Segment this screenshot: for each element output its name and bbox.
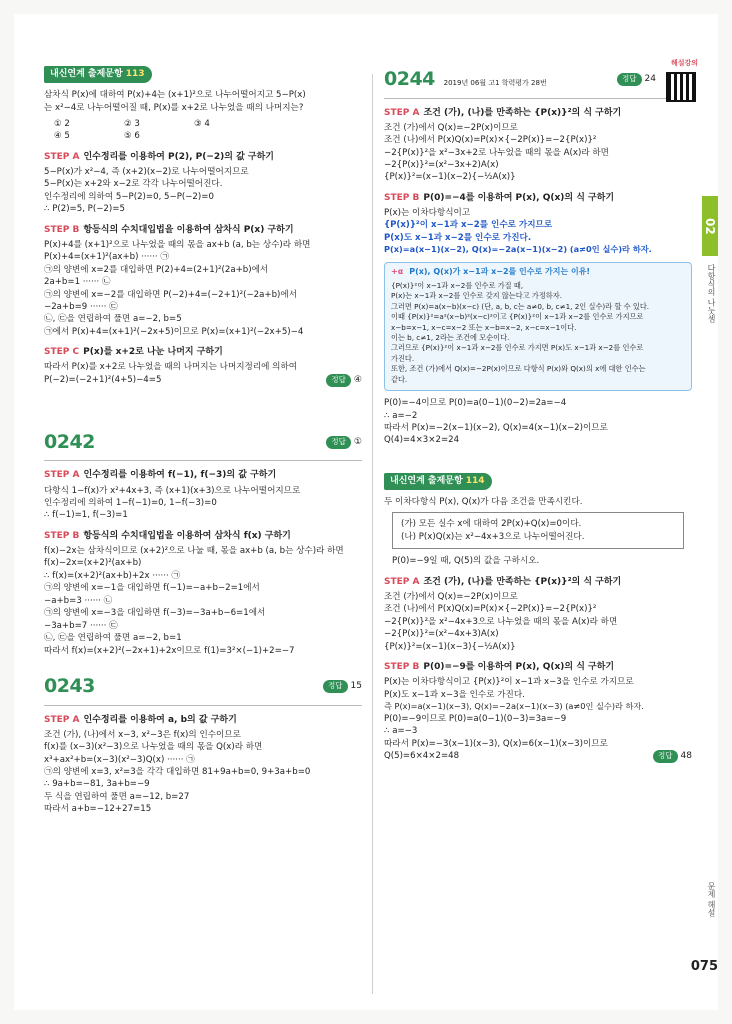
answer-badge: 정답 bbox=[653, 750, 678, 763]
solution-line: ㉠의 양변에 x=−3을 대입하면 f(−3)=−3a+b−6=1에서 bbox=[44, 608, 266, 619]
solution-line: ㉠의 양변에 x=−1을 대입하면 f(−1)=−a+b−2=1에서 bbox=[44, 583, 260, 594]
note-line: 같다. bbox=[391, 374, 408, 384]
solution-line: P(x)도 x−1과 x−2를 인수로 가진다. bbox=[384, 232, 532, 243]
solution-line: {P(x)}²=(x−1)(x−3){−½A(x)} bbox=[384, 641, 516, 652]
solution-line: f(x)를 (x−3)(x²−3)으로 나누었을 때의 몫을 Q(x)라 하면 bbox=[44, 742, 263, 753]
choice[interactable]: ① 2 bbox=[54, 118, 70, 129]
answer: 정답 ④ bbox=[326, 374, 362, 387]
condition-box bbox=[392, 512, 684, 549]
note-line: 이는 b, c≠1, 2라는 조건에 모순이다. bbox=[391, 332, 510, 342]
step-b-heading: STEP B 항등식의 수치대입법을 이용하여 삼차식 f(x) 구하기 bbox=[44, 530, 291, 541]
note-line: {P(x)}²이 x−1과 x−2를 인수로 가질 때, bbox=[391, 280, 524, 290]
final-row bbox=[384, 750, 692, 763]
solution-line: P(−2)=(−2+1)²(4+5)−4=5 bbox=[44, 374, 162, 385]
question-line: P(0)=−9일 때, Q(5)의 값을 구하시오. bbox=[392, 556, 540, 567]
problem-header bbox=[44, 429, 362, 462]
section-label: 문제 해설 bbox=[707, 882, 716, 917]
note-line: 그러므로 {P(x)}²이 x−1과 x−2를 인수로 가지면 P(x)도 x−1과 x−2를 인수로 bbox=[391, 343, 644, 353]
column-divider bbox=[372, 74, 373, 994]
solution-line: 인수정리에 의하여 5−P(2)=0, 5−P(−2)=0 bbox=[44, 191, 214, 202]
solution-line: 조건 (가)에서 Q(x)=−2P(x)이므로 bbox=[384, 591, 518, 602]
step-c-heading: STEP C P(x)를 x+2로 나눈 나머지 구하기 bbox=[44, 347, 223, 358]
solution-line: P(x)도 x−1과 x−3을 인수로 가진다. bbox=[384, 689, 525, 700]
solution-line: 조건 (나)에서 P(x)Q(x)=P(x)×{−2P(x)}=−2{P(x)}² bbox=[384, 135, 597, 146]
alpha-note-box bbox=[384, 262, 692, 391]
step-b-heading: STEP B P(0)=−4를 이용하여 P(x), Q(x)의 식 구하기 bbox=[384, 192, 615, 203]
solution-line: 조건 (나)에서 P(x)Q(x)=P(x)×{−2P(x)}=−2{P(x)}² bbox=[384, 604, 597, 615]
solution-line: ㉠의 양변에 x=−2를 대입하면 P(−2)+4=(−2+1)²(−2a+b)에서 bbox=[44, 289, 298, 300]
question-line: 삼차식 P(x)에 대하여 P(x)+4는 (x+1)²으로 나누어떨어지고 5−P(x) bbox=[44, 90, 306, 101]
solution-line: 5−P(x)는 x+2와 x−2로 각각 나누어떨어진다. bbox=[44, 179, 223, 190]
solution-line: 따라서 P(x)=−3(x−1)(x−3), Q(x)=6(x−1)(x−3)이므로 bbox=[384, 738, 608, 749]
solution-line: −2{P(x)}²을 x²−4x+3으로 나누었을 때의 몫을 A(x)라 하면 bbox=[384, 616, 618, 627]
solution-line: −a+b=3 ······ ㉡ bbox=[44, 595, 113, 606]
solution-line: {P(x)}²=(x−1)(x−2){−½A(x)} bbox=[384, 172, 516, 183]
question-line: 두 이차다항식 P(x), Q(x)가 다음 조건을 만족시킨다. bbox=[384, 496, 583, 507]
solution-line: −2a+b=9 ······ ㉢ bbox=[44, 302, 118, 313]
solution-line: P(x)는 이차다항식이고 {P(x)}²이 x−1과 x−3을 인수로 가지므로 bbox=[384, 677, 634, 688]
solution-line: ㉡, ㉢을 연립하여 풀면 a=−2, b=1 bbox=[44, 633, 182, 644]
answer-badge: 정답 bbox=[617, 73, 642, 86]
solution-line: 따라서 P(x)를 x+2로 나누었을 때의 나머지는 나머지정리에 의하여 bbox=[44, 362, 298, 373]
choice-list bbox=[54, 118, 362, 143]
step-a-heading: STEP A 인수정리를 이용하여 f(−1), f(−3)의 값 구하기 bbox=[44, 470, 277, 481]
solution-line: f(x)−2x=(x+2)²(ax+b) bbox=[44, 558, 142, 569]
solution-line: P(x)+4를 (x+1)²으로 나누었을 때의 몫을 ax+b (a, b는 상수)라 하면 bbox=[44, 239, 311, 250]
naesin-tag: 내신연계 출제문항 114 bbox=[384, 473, 492, 490]
step-a-heading: STEP A 조건 (가), (나)를 만족하는 {P(x)}²의 식 구하기 bbox=[384, 576, 622, 587]
choice[interactable]: ⑤ 6 bbox=[124, 131, 140, 142]
solution-line: P(0)=−9이므로 P(0)=a(0−1)(0−3)=3a=−9 bbox=[384, 713, 567, 724]
answer: 정답 15 bbox=[323, 680, 362, 693]
solution-line: x³+ax²+b=(x−3)(x²−3)Q(x) ······ ㉠ bbox=[44, 754, 195, 765]
solution-line: 5−P(x)가 x²−4, 즉 (x+2)(x−2)로 나누어떨어지므로 bbox=[44, 166, 249, 177]
step-a-heading: STEP A 인수정리를 이용하여 P(2), P(−2)의 값 구하기 bbox=[44, 151, 274, 162]
chapter-title: 다항식의 나눗셈 bbox=[707, 264, 716, 323]
solution-line: 조건 (가), (나)에서 x−3, x²−3은 f(x)의 인수이므로 bbox=[44, 729, 241, 740]
naesin-tag: 내신연계 출제문항 113 bbox=[44, 66, 152, 83]
problem-0244 bbox=[384, 66, 692, 447]
textbook-page bbox=[14, 14, 718, 1010]
solution-line: P(0)=−4이므로 P(0)=a(0−1)(0−2)=2a=−4 bbox=[384, 398, 567, 409]
lecture-label: 해설강의 bbox=[670, 59, 698, 67]
problem-0242 bbox=[44, 429, 362, 657]
right-column bbox=[384, 66, 692, 763]
solution-line: ∴ f(−1)=1, f(−3)=1 bbox=[44, 510, 128, 521]
answer-badge: 정답 bbox=[326, 374, 351, 387]
note-line: x−b=x−1, x−c=x−2 또는 x−b=x−2, x−c=x−1이다. bbox=[391, 322, 577, 332]
solution-line: 따라서 a+b=−12+27=15 bbox=[44, 804, 152, 815]
chapter-tab: 02 bbox=[702, 196, 718, 256]
step-a-heading: STEP A 인수정리를 이용하여 a, b의 값 구하기 bbox=[44, 714, 237, 725]
solution-line: 인수정리에 의하여 1−f(−1)=0, 1−f(−3)=0 bbox=[44, 497, 217, 508]
answer: 정답 ① bbox=[326, 436, 362, 449]
solution-line: ∴ a=−3 bbox=[384, 726, 418, 737]
solution-line: 조건 (가)에서 Q(x)=−2P(x)이므로 bbox=[384, 122, 518, 133]
note-title: +α P(x), Q(x)가 x−1과 x−2를 인수로 가지는 이유! bbox=[391, 267, 591, 277]
note-line: 가진다. bbox=[391, 353, 415, 363]
note-line: 그러면 P(x)=a(x−b)(x−c) (단, a, b, c는 a≠0, b, c≠1, 2인 실수)라 할 수 있다. bbox=[391, 301, 650, 311]
solution-line: ㉡, ㉢을 연립하여 풀면 a=−2, b=5 bbox=[44, 314, 182, 325]
solution-line: ㉠에서 P(x)+4=(x+1)²(−2x+5)이므로 P(x)=(x+1)²(−2x+5)−4 bbox=[44, 326, 304, 337]
choice[interactable]: ③ 4 bbox=[194, 118, 210, 129]
problem-header bbox=[384, 66, 692, 99]
solution-line: 따라서 P(x)=−2(x−1)(x−2), Q(x)=4(x−1)(x−2)이므로 bbox=[384, 423, 608, 434]
problem-number: 0242 bbox=[44, 430, 95, 453]
solution-line: ㉠의 양변에 x=3, x²=3을 각각 대입하면 81+9a+b=0, 9+3a+b=0 bbox=[44, 766, 311, 777]
solution-line: −2{P(x)}²을 x²−3x+2로 나누었을 때의 몫을 A(x)라 하면 bbox=[384, 147, 609, 158]
problem-114 bbox=[384, 473, 692, 763]
solution-line: 두 식을 연립하여 풀면 a=−12, b=27 bbox=[44, 791, 190, 802]
left-column bbox=[44, 66, 362, 816]
qr-code-icon[interactable] bbox=[666, 72, 696, 102]
problem-number: 0243 bbox=[44, 675, 95, 698]
problem-0243 bbox=[44, 673, 362, 816]
problem-header bbox=[44, 673, 362, 706]
solution-line: 즉 P(x)=a(x−1)(x−3), Q(x)=−2a(x−1)(x−3) (a≠0인 실수)라 하자. bbox=[384, 701, 644, 712]
question-line: 는 x²−4로 나누어떨어질 때, P(x)를 x+2로 나누었을 때의 나머지는? bbox=[44, 102, 304, 113]
note-line: 이때 {P(x)}²=a²(x−b)²(x−c)²이고 {P(x)}²이 x−1과 x−2를 인수로 가지므로 bbox=[391, 312, 644, 322]
final-row bbox=[44, 374, 362, 387]
solution-line: ∴ f(x)=(x+2)²(ax+b)+2x ······ ㉠ bbox=[44, 570, 181, 581]
solution-line: 따라서 f(x)=(x+2)²(−2x+1)+2x이므로 f(1)=3²×(−1)+2=−7 bbox=[44, 645, 295, 656]
note-line: 또한, 조건 (가)에서 Q(x)=−2P(x)이므로 다항식 P(x)와 Q(x)의 x에 대한 인수는 bbox=[391, 364, 646, 374]
page-number: 075 bbox=[690, 959, 718, 974]
problem-number: 0244 bbox=[384, 68, 435, 90]
solution-line: P(x)=a(x−1)(x−2), Q(x)=−2a(x−1)(x−2) (a≠0인 실수)라 하자. bbox=[384, 244, 652, 255]
choice[interactable]: ② 3 bbox=[124, 118, 140, 129]
choice[interactable]: ④ 5 bbox=[54, 131, 70, 142]
solution-line: {P(x)}²이 x−1과 x−2를 인수로 가지므로 bbox=[384, 220, 553, 231]
solution-line: ∴ 9a+b=−81, 3a+b=−9 bbox=[44, 779, 150, 790]
answer-badge: 정답 bbox=[323, 680, 348, 693]
solution-line: ∴ P(2)=5, P(−2)=5 bbox=[44, 204, 125, 215]
answer: 정답 48 bbox=[653, 750, 692, 763]
solution-line: −3a+b=7 ······ ㉢ bbox=[44, 620, 118, 631]
solution-line: 2a+b=1 ······ ㉡ bbox=[44, 277, 111, 288]
condition-line: (나) P(x)Q(x)는 x²−4x+3으로 나누어떨어진다. bbox=[401, 531, 585, 542]
answer: 정답 24 bbox=[617, 73, 656, 86]
condition-line: (가) 모든 실수 x에 대하여 2P(x)+Q(x)=0이다. bbox=[401, 519, 582, 530]
step-b-heading: STEP B P(0)=−9를 이용하여 P(x), Q(x)의 식 구하기 bbox=[384, 662, 615, 673]
problem-title bbox=[384, 66, 547, 94]
note-line: P(x)는 x−1과 x−2를 인수로 갖지 않는다고 가정하자. bbox=[391, 291, 562, 301]
problem-source: 2019년 06월 고1 학력평가 28번 bbox=[443, 79, 547, 87]
plus-alpha-icon: +α bbox=[391, 267, 404, 277]
solution-line: ∴ a=−2 bbox=[384, 410, 418, 421]
problem-113 bbox=[44, 66, 362, 387]
solution-line: ㉠의 양변에 x=2를 대입하면 P(2)+4=(2+1)²(2a+b)에서 bbox=[44, 264, 269, 275]
answer-badge: 정답 bbox=[326, 436, 351, 449]
solution-line: 다항식 1−f(x)가 x²+4x+3, 즉 (x+1)(x+3)으로 나누어떨어지므로 bbox=[44, 485, 301, 496]
step-b-heading: STEP B 항등식의 수치대입법을 이용하여 삼차식 P(x) 구하기 bbox=[44, 224, 294, 235]
solution-line: P(x)는 이차다항식이고 bbox=[384, 207, 471, 218]
solution-line: −2{P(x)}²=(x²−3x+2)A(x) bbox=[384, 159, 499, 170]
step-a-heading: STEP A 조건 (가), (나)를 만족하는 {P(x)}²의 식 구하기 bbox=[384, 107, 622, 118]
solution-line: Q(4)=4×3×2=24 bbox=[384, 435, 460, 446]
solution-line: Q(5)=6×4×2=48 bbox=[384, 751, 460, 762]
solution-line: P(x)+4=(x+1)²(ax+b) ······ ㉠ bbox=[44, 252, 169, 263]
solution-line: f(x)−2x는 삼차식이므로 (x+2)²으로 나눌 때, 몫을 ax+b (a, b는 상수)라 하면 bbox=[44, 545, 344, 556]
solution-line: −2{P(x)}²=(x²−4x+3)A(x) bbox=[384, 629, 499, 640]
